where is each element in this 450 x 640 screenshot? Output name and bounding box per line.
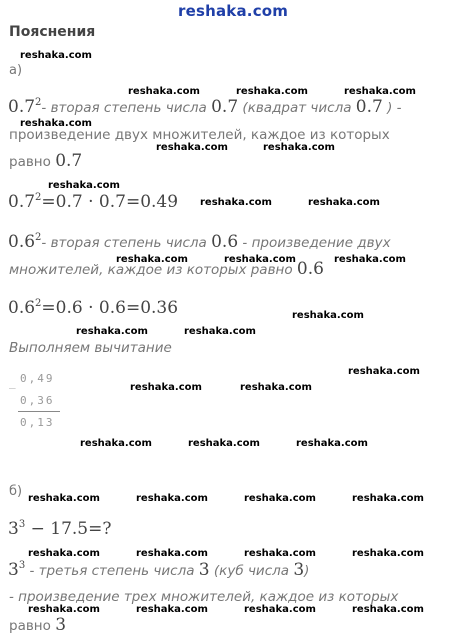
line8: равно 3 (9, 615, 67, 635)
watermark: reshaka.com (263, 142, 335, 153)
watermark: reshaka.com (236, 86, 308, 97)
watermark: reshaka.com (156, 142, 228, 153)
watermark: reshaka.com (184, 326, 256, 337)
column-top-number: 0,49 (20, 372, 55, 385)
watermark: reshaka.com (352, 493, 424, 504)
line3: равно 0.7 (9, 151, 83, 171)
watermark: reshaka.com (352, 604, 424, 615)
line5: множителей, каждое из которых равно 0.6 (9, 259, 324, 279)
part-a-label: а) (9, 63, 23, 78)
column-bottom-number: 0,36 (20, 394, 55, 407)
line4: $0.6^2-$ вторая степень числа 0.6 - произведение двух (8, 232, 391, 252)
watermark: reshaka.com (296, 438, 368, 449)
watermark: reshaka.com (352, 548, 424, 559)
site-header-logo[interactable]: reshaka.com (178, 2, 289, 20)
column-minus-sign: _ (9, 376, 18, 389)
watermark: reshaka.com (136, 548, 208, 559)
watermark: reshaka.com (292, 310, 364, 321)
watermark: reshaka.com (188, 438, 260, 449)
watermark: reshaka.com (200, 197, 272, 208)
column-divider (18, 411, 60, 412)
watermark: reshaka.com (20, 50, 92, 61)
watermark: reshaka.com (20, 118, 92, 129)
line7: - произведение трех множителей, каждое из которых (9, 589, 399, 605)
line1: $0.7^2-$ вторая степень числа 0.7 (квадрат числа 0.7 ) - (8, 97, 402, 117)
watermark: reshaka.com (28, 493, 100, 504)
watermark: reshaka.com (240, 382, 312, 393)
watermark: reshaka.com (308, 197, 380, 208)
watermark: reshaka.com (244, 604, 316, 615)
equation-1: $0.7^2=0.7 \cdot 0.7=0.49$ (8, 192, 179, 212)
line6: $3^3$ - третья степень числа 3 (куб числа 3) (8, 560, 310, 580)
subtraction-label: Выполняем вычитание (9, 340, 172, 356)
watermark: reshaka.com (334, 254, 406, 265)
equation-3: $3^3 - 17.5=$? (8, 519, 112, 539)
watermark: reshaka.com (130, 382, 202, 393)
column-result: 0,13 (20, 416, 55, 429)
watermark: reshaka.com (244, 548, 316, 559)
section-heading: Пояснения (9, 24, 96, 40)
watermark: reshaka.com (48, 180, 120, 191)
watermark: reshaka.com (344, 86, 416, 97)
watermark: reshaka.com (28, 604, 100, 615)
watermark: reshaka.com (28, 548, 100, 559)
watermark: reshaka.com (244, 493, 316, 504)
watermark: reshaka.com (224, 254, 296, 265)
line2: произведение двух множителей, каждое из которых (9, 127, 390, 143)
watermark: reshaka.com (128, 86, 200, 97)
watermark: reshaka.com (136, 604, 208, 615)
watermark: reshaka.com (76, 326, 148, 337)
watermark: reshaka.com (116, 254, 188, 265)
equation-2: $0.6^2=0.6 \cdot 0.6=0.36$ (8, 298, 179, 318)
part-b-label: б) (9, 484, 23, 499)
watermark: reshaka.com (348, 366, 420, 377)
watermark: reshaka.com (136, 493, 208, 504)
watermark: reshaka.com (80, 438, 152, 449)
